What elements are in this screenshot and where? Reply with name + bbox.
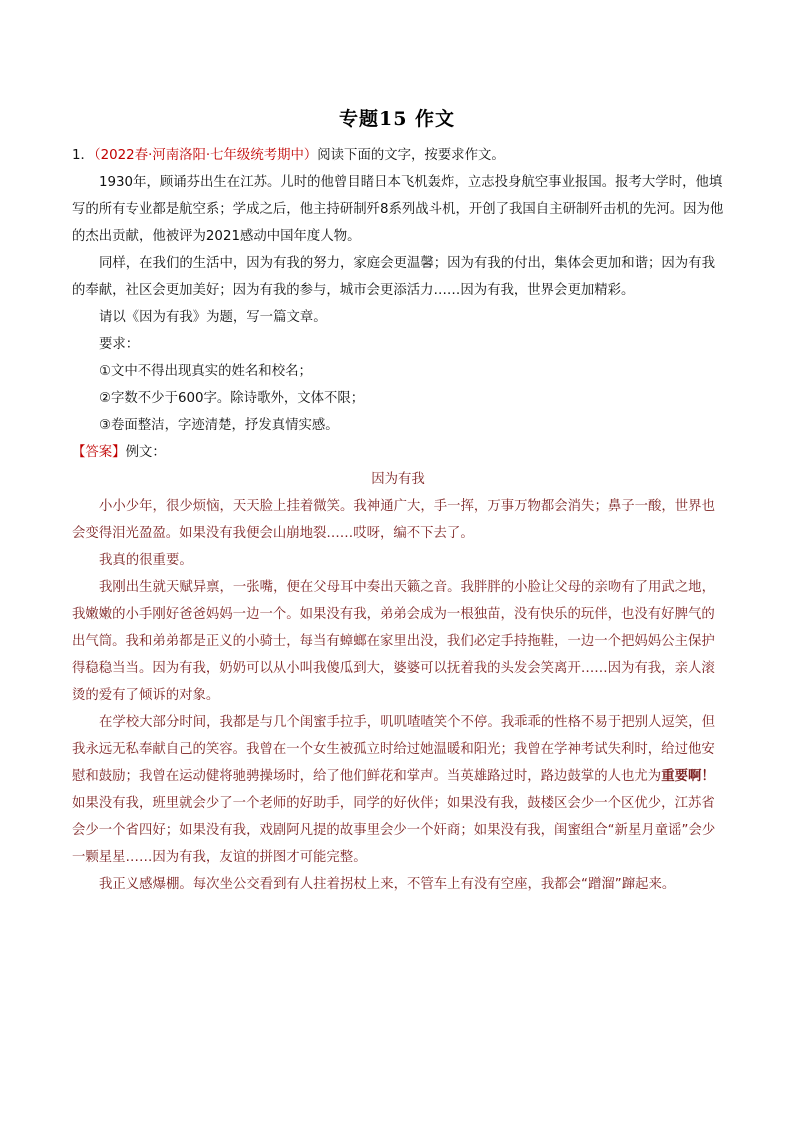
prompt-paragraph: 同样，在我们的生活中，因为有我的努力，家庭会更温馨；因为有我的付出，集体会更加和谐；因为有我的奉献，社区会更加美好；因为有我的参与，城市会更添活力……因为有我，世界会更加精彩。 xyxy=(72,256,715,298)
answer-line xyxy=(72,439,724,466)
question-source: （2022春·河南洛阳·七年级统考期中） xyxy=(93,148,318,163)
requirements-label: 要求： xyxy=(99,337,140,352)
question-instruction: 阅读下面的文字，按要求作文。 xyxy=(317,148,505,163)
essay-emphasis: 重要啊！ xyxy=(661,769,715,784)
prompt-paragraph: 请以《因为有我》为题，写一篇文章。 xyxy=(99,310,327,325)
requirement-item: ②字数不少于600字。除诗歌外，文体不限； xyxy=(99,391,365,406)
essay-paragraph: 我正义感爆棚。每次坐公交看到有人拄着拐杖上来，不管车上有没有空座，我都会“蹭溜”蹿起来。 xyxy=(99,877,676,892)
essay-text: 在学校大部分时间，我都是与几个闺蜜手拉手，叽叽喳喳笑个不停。我乖乖的性格不易于把别人逗笑，但我永远无私奉献自己的笑容。我曾在一个女生被孤立时给过她温暖和阳光；我曾在学神考试失利时，给过他安慰和鼓励；我曾在运动健将驰骋操场时，给了他们鲜花和掌声。当英雄路过时，路边鼓掌的人也尤为 xyxy=(72,715,715,784)
answer-tag: 【答案】 xyxy=(72,445,126,460)
answer-intro: 例文： xyxy=(125,445,166,460)
essay-paragraph: 我刚出生就天赋异禀，一张嘴，便在父母耳中奏出天籁之音。我胖胖的小脸让父母的亲吻有了用武之地，我嫩嫩的小手刚好爸爸妈妈一边一个。如果没有我，弟弟会成为一根独苗，没有快乐的玩伴，也没有好脾气的出气筒。我和弟弟都是正义的小骑士，每当有蟑螂在家里出没，我们必定手持拖鞋，一边一个把妈妈公主保护得稳稳当当。因为有我，奶奶可以从小叫我傻瓜到大，婆婆可以抚着我的头发会笑离开……因为有我，亲人滚烫的爱有了倾诉的对象。 xyxy=(72,580,715,703)
document-body xyxy=(72,142,724,898)
essay-text: 如果没有我，班里就会少了一个老师的好助手，同学的好伙伴；如果没有我，鼓楼区会少一个区优少，江苏省会少一个省四好；如果没有我，戏剧阿凡提的故事里会少一个奸商；如果没有我，闺蜜组合“新星月童谣”会少一颗星星……因为有我，友谊的拼图才可能完整。 xyxy=(72,796,716,865)
essay-paragraph: 我真的很重要。 xyxy=(99,553,193,568)
essay-title: 因为有我 xyxy=(371,472,425,487)
requirement-item: ①文中不得出现真实的姓名和校名； xyxy=(99,364,312,379)
essay-paragraph: 小小少年，很少烦恼，天天脸上挂着微笑。我神通广大，手一挥，万事万物都会消失；鼻子一酸，世界也会变得泪光盈盈。如果没有我便会山崩地裂……哎呀，编不下去了。 xyxy=(72,499,715,541)
page-title: 专题15 作文 xyxy=(338,108,456,130)
requirement-item: ③卷面整洁，字迹清楚，抒发真情实感。 xyxy=(99,418,339,433)
essay-paragraph xyxy=(72,709,724,871)
prompt-paragraph: 1930年，顾诵芬出生在江苏。儿时的他曾目睹日本飞机轰炸，立志投身航空事业报国。报考大学时，他填写的所有专业都是航空系；学成之后，他主持研制歼8系列战斗机，开创了我国自主研制歼击机的先河。因为他的杰出贡献，他被评为2021感动中国年度人物。 xyxy=(72,175,724,244)
question-number: 1． xyxy=(72,148,94,163)
question-line xyxy=(72,142,724,169)
